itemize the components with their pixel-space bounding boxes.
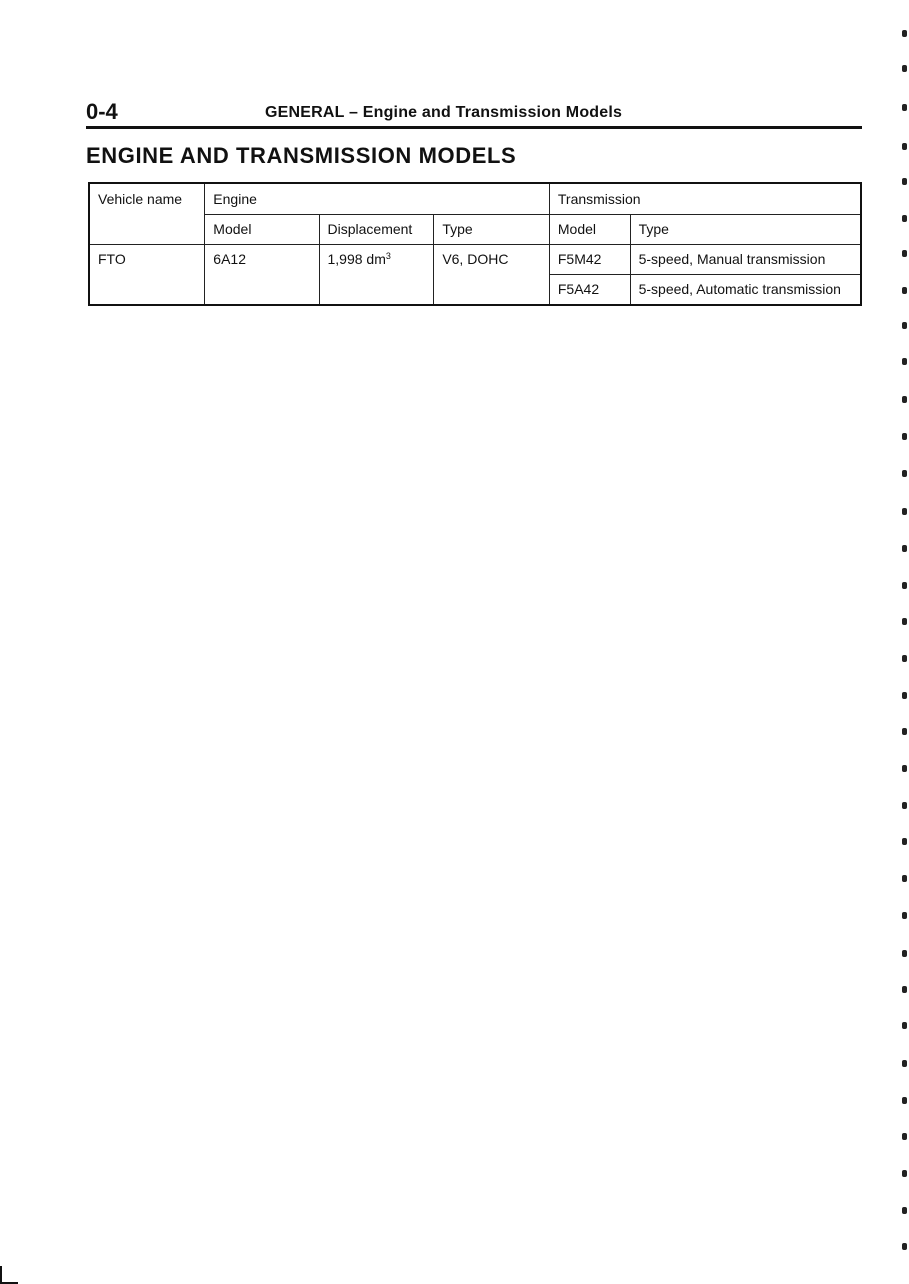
binding-mark: [902, 65, 907, 72]
binding-mark: [902, 875, 907, 882]
binding-mark: [902, 433, 907, 440]
section-title: ENGINE AND TRANSMISSION MODELS: [86, 143, 517, 168]
displacement-value: 1,998 dm: [327, 251, 386, 267]
binding-mark: [902, 215, 907, 222]
page-number: 0-4: [86, 99, 118, 124]
binding-mark: [902, 508, 907, 515]
cell-engine-type: V6, DOHC: [434, 245, 550, 306]
header-engine-displacement: Displacement: [319, 215, 434, 245]
cell-transmission-model: F5M42: [549, 245, 630, 275]
table-row: [89, 245, 861, 275]
header-rule: [86, 126, 862, 129]
binding-mark: [902, 692, 907, 699]
binding-mark: [902, 1133, 907, 1140]
scan-corner-mark: [0, 1266, 18, 1284]
cell-transmission-type: 5-speed, Manual transmission: [630, 245, 861, 275]
cell-transmission-model: F5A42: [549, 275, 630, 306]
binding-mark: [902, 838, 907, 845]
binding-mark: [902, 250, 907, 257]
binding-mark: [902, 728, 907, 735]
table-subheader-row: [89, 215, 861, 245]
binding-mark: [902, 582, 907, 589]
binding-mark: [902, 545, 907, 552]
binding-mark: [902, 30, 907, 37]
binding-mark: [902, 655, 907, 662]
header-transmission-model: Model: [549, 215, 630, 245]
binding-mark: [902, 986, 907, 993]
binding-mark: [902, 1022, 907, 1029]
binding-mark: [902, 765, 907, 772]
cell-transmission-type: 5-speed, Automatic transmission: [630, 275, 861, 306]
displacement-unit-superscript: 3: [385, 251, 391, 261]
header-transmission: Transmission: [549, 183, 861, 215]
header-engine: Engine: [205, 183, 550, 215]
binding-mark: [902, 358, 907, 365]
binding-mark: [902, 104, 907, 111]
header-vehicle-name: Vehicle name: [89, 183, 205, 245]
engine-transmission-table: [88, 182, 862, 306]
table-header-row: [89, 183, 861, 215]
binding-mark: [902, 912, 907, 919]
binding-mark: [902, 1207, 907, 1214]
binding-mark: [902, 178, 907, 185]
binding-mark: [902, 950, 907, 957]
binding-mark: [902, 1060, 907, 1067]
binding-mark: [902, 470, 907, 477]
binding-mark: [902, 1170, 907, 1177]
binding-mark: [902, 396, 907, 403]
running-header: GENERAL – Engine and Transmission Models: [265, 104, 623, 121]
header-transmission-type: Type: [630, 215, 861, 245]
cell-engine-model: 6A12: [205, 245, 319, 306]
header-engine-model: Model: [205, 215, 319, 245]
binding-mark: [902, 1243, 907, 1250]
binding-mark: [902, 802, 907, 809]
cell-displacement: [319, 245, 434, 306]
binding-mark: [902, 1097, 907, 1104]
cell-vehicle-name: FTO: [89, 245, 205, 306]
binding-mark: [902, 618, 907, 625]
binding-mark: [902, 287, 907, 294]
binding-mark: [902, 143, 907, 150]
header-engine-type: Type: [434, 215, 550, 245]
binding-mark: [902, 322, 907, 329]
